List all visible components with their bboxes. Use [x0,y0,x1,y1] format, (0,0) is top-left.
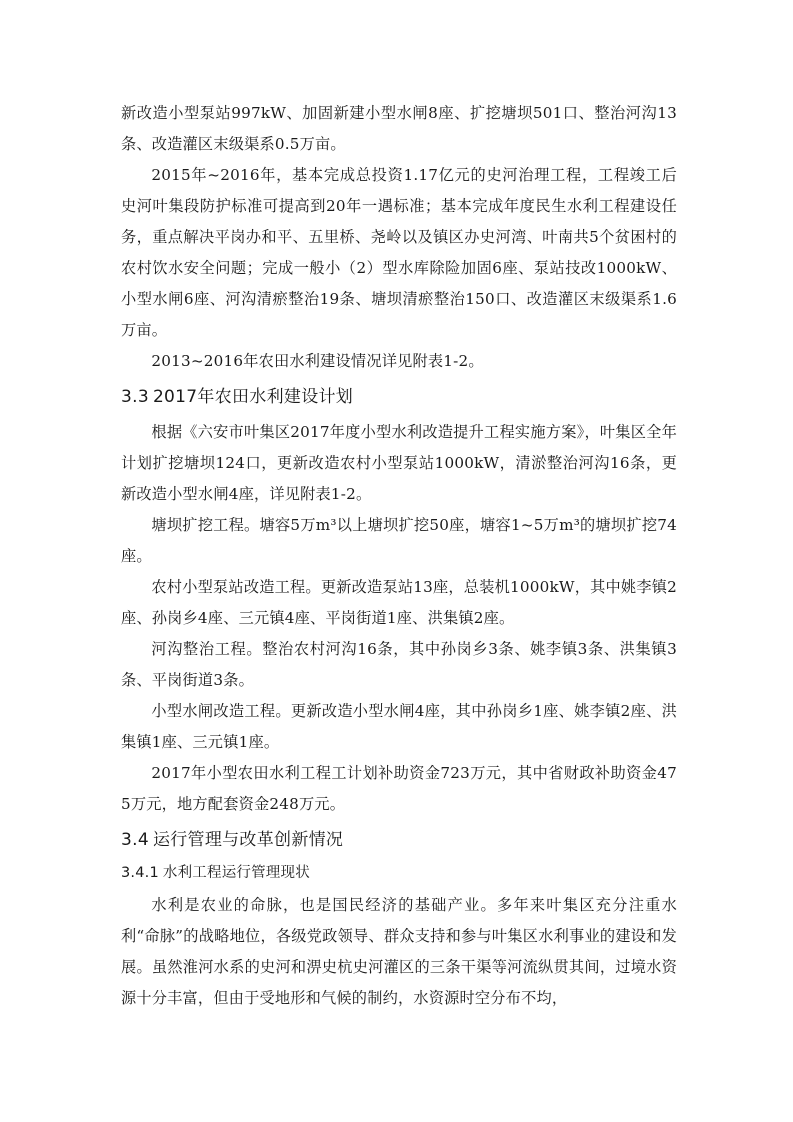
document-body [121,98,677,1014]
paragraph-pump-station-renovation: 农村小型泵站改造工程。更新改造泵站13座，总装机1000kW，其中姚李镇2座、孙岗乡4座、三元镇4座、平岗街道1座、洪集镇2座。 [121,578,677,627]
paragraph-sluice-gate-renovation: 小型水闸改造工程。更新改造小型水闸4座，其中孙岗乡1座、姚李镇2座、洪集镇1座、三元镇1座。 [121,702,677,751]
paragraph-water-management-status: 水利是农业的命脉，也是国民经济的基础产业。多年来叶集区充分注重水利“命脉”的战略地位，各级党政领导、群众支持和参与叶集区水利事业的建设和发展。虽然淮河水系的史河和淠史杭史河灌区的三条干渠等河流纵贯其间，过境水资源十分丰富，但由于受地形和气候的制约，水资源时空分布不均， [121,896,677,1007]
section-title: 运行管理与改革创新情况 [152,830,344,850]
paragraph-pond-dam-expansion: 塘坝扩挖工程。塘容5万m³以上塘坝扩挖50座，塘容1~5万m³的塘坝扩挖74座。 [121,516,677,565]
subsection-number: 3.4.1 [121,865,159,881]
section-title: 2017年农田水利建设计划 [152,387,354,407]
section-heading-3-3 [121,383,677,411]
paragraph-2017-funding: 2017年小型农田水利工程工计划补助资金723万元，其中省财政补助资金475万元，地方配套资金248万元。 [121,764,677,813]
paragraph-river-channel-remediation: 河沟整治工程。整治农村河沟16条，其中孙岗乡3条、姚李镇3条、洪集镇3条、平岗街道3条。 [121,640,677,689]
section-heading-3-4 [121,826,677,854]
paragraph-2015-2016-progress: 2015年~2016年，基本完成总投资1.17亿元的史河治理工程，工程竣工后史河叶集段防护标准可提高到20年一遇标准；基本完成年度民生水利工程建设任务，重点解决平岗办和平、五里桥、尧岭以及镇区办史河湾、叶南共5个贫困村的农村饮水安全问题；完成一般小（2）型水库除险加固6座、泵站技改1000kW、小型水闸6座、河沟清瘀整治19条、塘坝清瘀整治150口、改造灌区末级渠系1.6万亩。 [121,166,677,339]
section-number: 3.4 [121,830,149,850]
subsection-heading-3-4-1 [121,860,677,886]
paragraph-2017-plan-overview: 根据《六安市叶集区2017年度小型水利改造提升工程实施方案》，叶集区全年计划扩挖塘坝124口，更新改造农村小型泵站1000kW，清淤整治河沟16条，更新改造小型水闸4座，详见附表1-2。 [121,423,677,503]
subsection-title: 水利工程运行管理现状 [162,865,310,881]
paragraph-pump-station-summary: 新改造小型泵站997kW、加固新建小型水闸8座、扩挖塘坝501口、整治河沟13条、改造灌区末级渠系0.5万亩。 [121,104,677,153]
section-number: 3.3 [121,387,149,407]
paragraph-appendix-reference: 2013~2016年农田水利建设情况详见附表1-2。 [151,352,484,370]
